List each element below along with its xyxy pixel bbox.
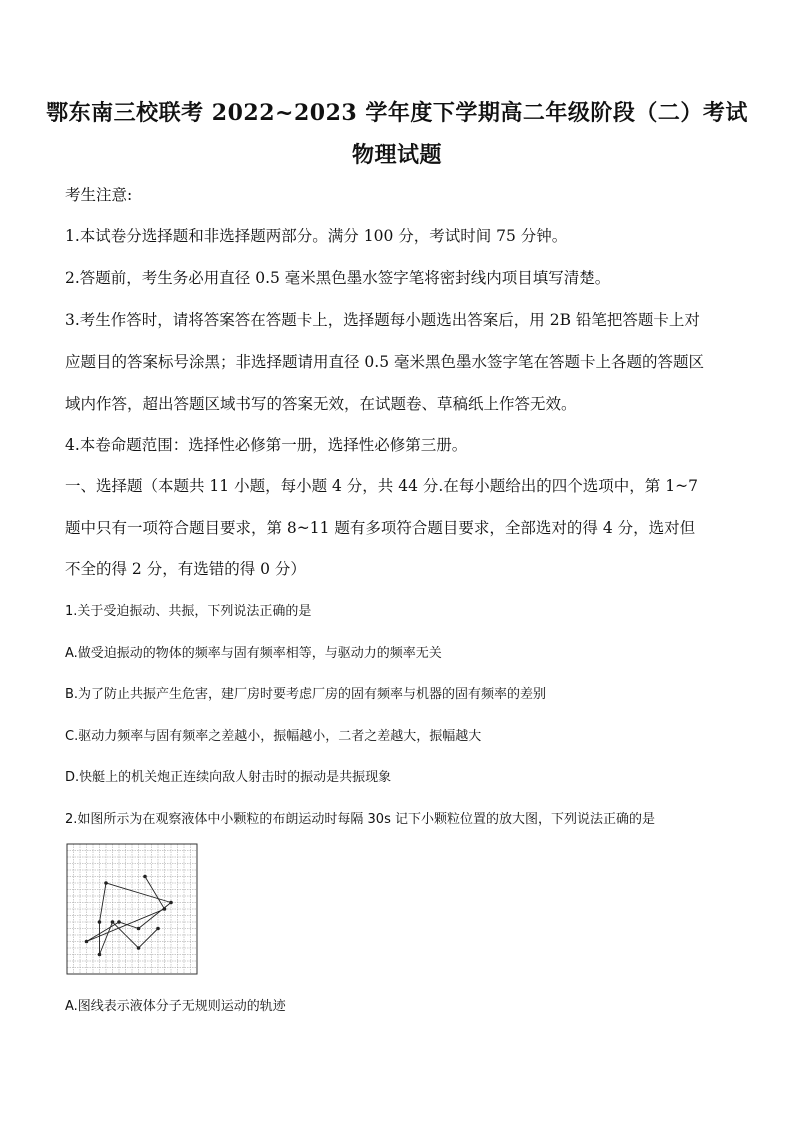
option-d: D.快艇上的机关炮正连续向敌人射击时的振动是共振现象 (65, 770, 392, 785)
particle-position-dot (163, 907, 167, 911)
particle-position-dot (143, 875, 147, 879)
notice-item: 1.本试卷分选择题和非选择题两部分。满分 100 分，考试时间 75 分钟。 (65, 227, 568, 245)
particle-position-dot (169, 901, 173, 905)
question-stem: 1.关于受迫振动、共振，下列说法正确的是 (65, 604, 312, 619)
notice-item: 域内作答，超出答题区域书写的答案无效，在试题卷、草稿纸上作答无效。 (65, 395, 577, 413)
option-c: C.驱动力频率与固有频率之差越小，振幅越小，二者之差越大，振幅越大 (65, 729, 482, 744)
option-b: B.为了防止共振产生危害，建厂房时要考虑厂房的固有频率与机器的固有频率的差别 (65, 687, 547, 702)
option-a: A.图线表示液体分子无规则运动的轨迹 (65, 999, 286, 1014)
exam-title: 鄂东南三校联考 2022~2023 学年度下学期高二年级阶段（二）考试 (46, 100, 748, 126)
particle-position-dot (137, 946, 141, 950)
notice-item: 应题目的答案标号涂黑；非选择题请用直径 0.5 毫米黑色墨水签字笔在答题卡上各题的答题区 (65, 353, 705, 371)
exam-subtitle: 物理试题 (351, 142, 442, 168)
brownian-motion-grid-figure (66, 843, 198, 975)
section-line: 题中只有一项符合题目要求，第 8~11 题有多项符合题目要求，全部选对的得 4 分，选对但 (65, 519, 696, 537)
particle-position-dot (98, 953, 102, 957)
section-line: 一、选择题（本题共 11 小题，每小题 4 分，共 44 分.在每小题给出的四个选项中，第 1~7 (65, 477, 698, 495)
particle-position-dot (85, 940, 89, 944)
figure-svg (66, 843, 198, 975)
section-line: 不全的得 2 分，有选错的得 0 分） (65, 560, 306, 578)
notice-item: 2.答题前，考生务必用直径 0.5 毫米黑色墨水签字笔将密封线内项目填写清楚。 (65, 269, 611, 287)
particle-position-dot (98, 920, 102, 924)
particle-position-dot (111, 920, 115, 924)
particle-position-dot (104, 881, 108, 885)
particle-position-dot (137, 927, 141, 931)
particle-position-dot (117, 920, 121, 924)
option-a: A.做受迫振动的物体的频率与固有频率相等，与驱动力的频率无关 (65, 646, 442, 661)
notice-item: 3.考生作答时，请将答案答在答题卡上，选择题每小题选出答案后，用 2B 铅笔把答题卡上对 (65, 311, 700, 329)
particle-position-dot (156, 927, 160, 931)
notice-item: 4.本卷命题范围：选择性必修第一册，选择性必修第三册。 (65, 436, 468, 454)
question-stem: 2.如图所示为在观察液体中小颗粒的布朗运动时每隔 30s 记下小颗粒位置的放大图，下列说法正确的是 (65, 812, 655, 827)
notice-heading: 考生注意: (65, 186, 133, 204)
